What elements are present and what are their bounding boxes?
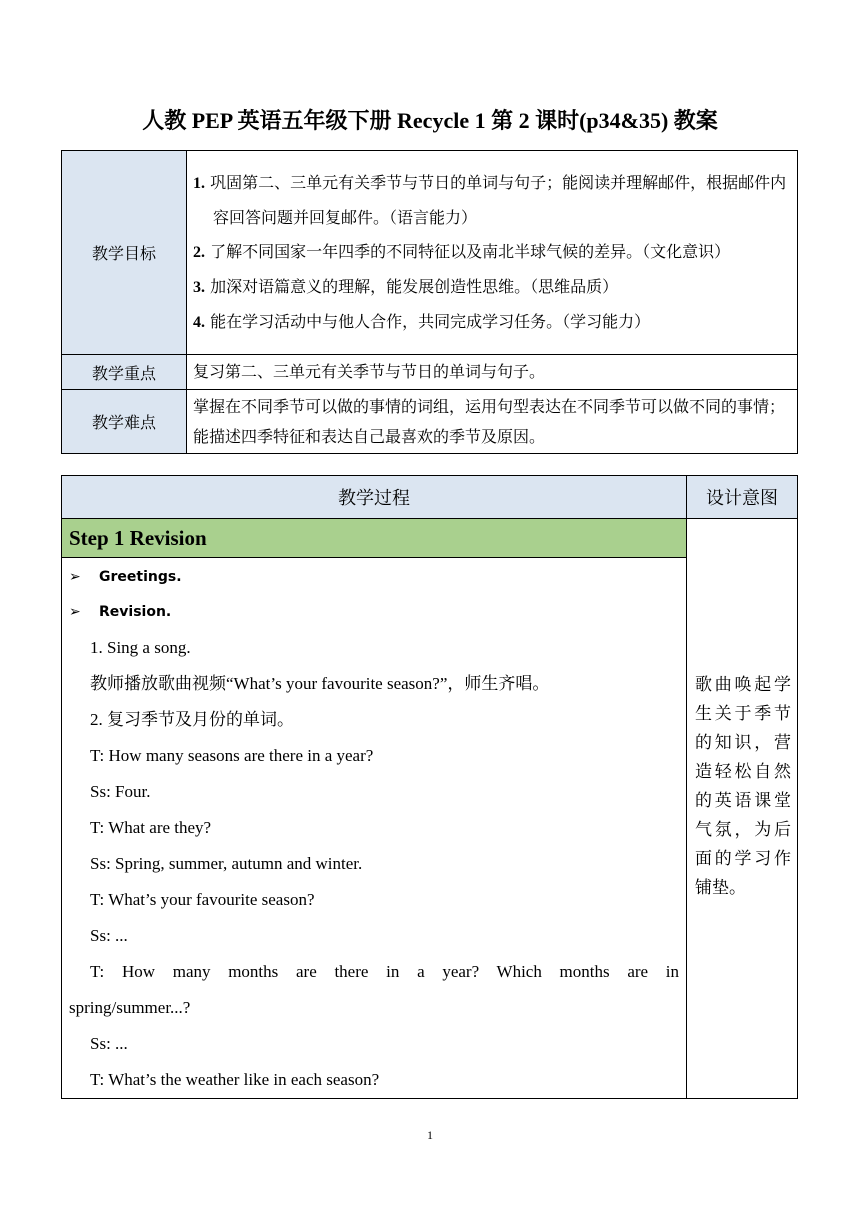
content-line: T: How many seasons are there in a year? xyxy=(90,746,374,765)
step-content xyxy=(62,558,687,1099)
content-line: T: What are they? xyxy=(90,818,212,837)
difficulties-label: 教学难点 xyxy=(62,390,187,454)
difficulties-text: 掌握在不同季节可以做的事情的词组，运用句型表达在不同季节可以做不同的事情；能描述四季特征和表达自己最喜欢的季节及原因。 xyxy=(187,390,798,454)
content-line: spring/summer...? xyxy=(69,998,191,1017)
content-line: Ss: Four. xyxy=(90,782,151,801)
objective-item: 2. 了解不同国家一年四季的不同特征以及南北半球气候的差异。（文化意识） xyxy=(193,241,731,261)
process-table xyxy=(61,475,798,1099)
objectives-table xyxy=(61,150,798,454)
content-line: T: What’s the weather like in each season? xyxy=(90,1070,380,1089)
objective-item: 4. 能在学习活动中与他人合作，共同完成学习任务。（学习能力） xyxy=(193,311,651,331)
content-line: 1. Sing a song. xyxy=(90,638,191,657)
content-line: Ss: Spring, summer, autumn and winter. xyxy=(90,854,363,873)
design-note: 歌曲唤起学生关于季节的知识，营造轻松自然的英语课堂气氛，为后面的学习作铺垫。 xyxy=(687,519,798,1099)
arrow-bullet-icon: ➢ xyxy=(69,604,81,620)
objectives-cell xyxy=(187,151,798,355)
content-line: 2. 复习季节及月份的单词。 xyxy=(90,710,294,729)
content-line: T: How many months are there in a year? Which months are in xyxy=(90,962,679,981)
bullet-item: ➢ Greetings. xyxy=(69,560,679,595)
content-line: Ss: ... xyxy=(90,1034,128,1053)
page-number: 1 xyxy=(427,1128,433,1142)
design-header: 设计意图 xyxy=(687,476,798,519)
key-points-label: 教学重点 xyxy=(62,355,187,390)
key-points-text: 复习第二、三单元有关季节与节日的单词与句子。 xyxy=(187,355,798,390)
objective-item: 3. 加深对语篇意义的理解，能发展创造性思维。（思维品质） xyxy=(193,276,619,296)
content-line: T: What’s your favourite season? xyxy=(90,890,315,909)
document-title: 人教 PEP 英语五年级下册 Recycle 1 第 2 课时(p34&35) 教案 xyxy=(142,108,718,133)
process-header: 教学过程 xyxy=(62,476,687,519)
arrow-bullet-icon: ➢ xyxy=(69,569,81,585)
content-line: 教师播放歌曲视频“What’s your favourite season?”，师生齐唱。 xyxy=(90,674,550,693)
bullet-item: ➢ Revision. xyxy=(69,595,679,630)
content-line: Ss: ... xyxy=(90,926,128,945)
objectives-label: 教学目标 xyxy=(62,151,187,355)
step-title: Step 1 Revision xyxy=(62,519,687,558)
objective-item: 1. 巩固第二、三单元有关季节与节日的单词与句子；能阅读并理解邮件，根据邮件内容回答问题并回复邮件。（语言能力） xyxy=(193,172,787,227)
